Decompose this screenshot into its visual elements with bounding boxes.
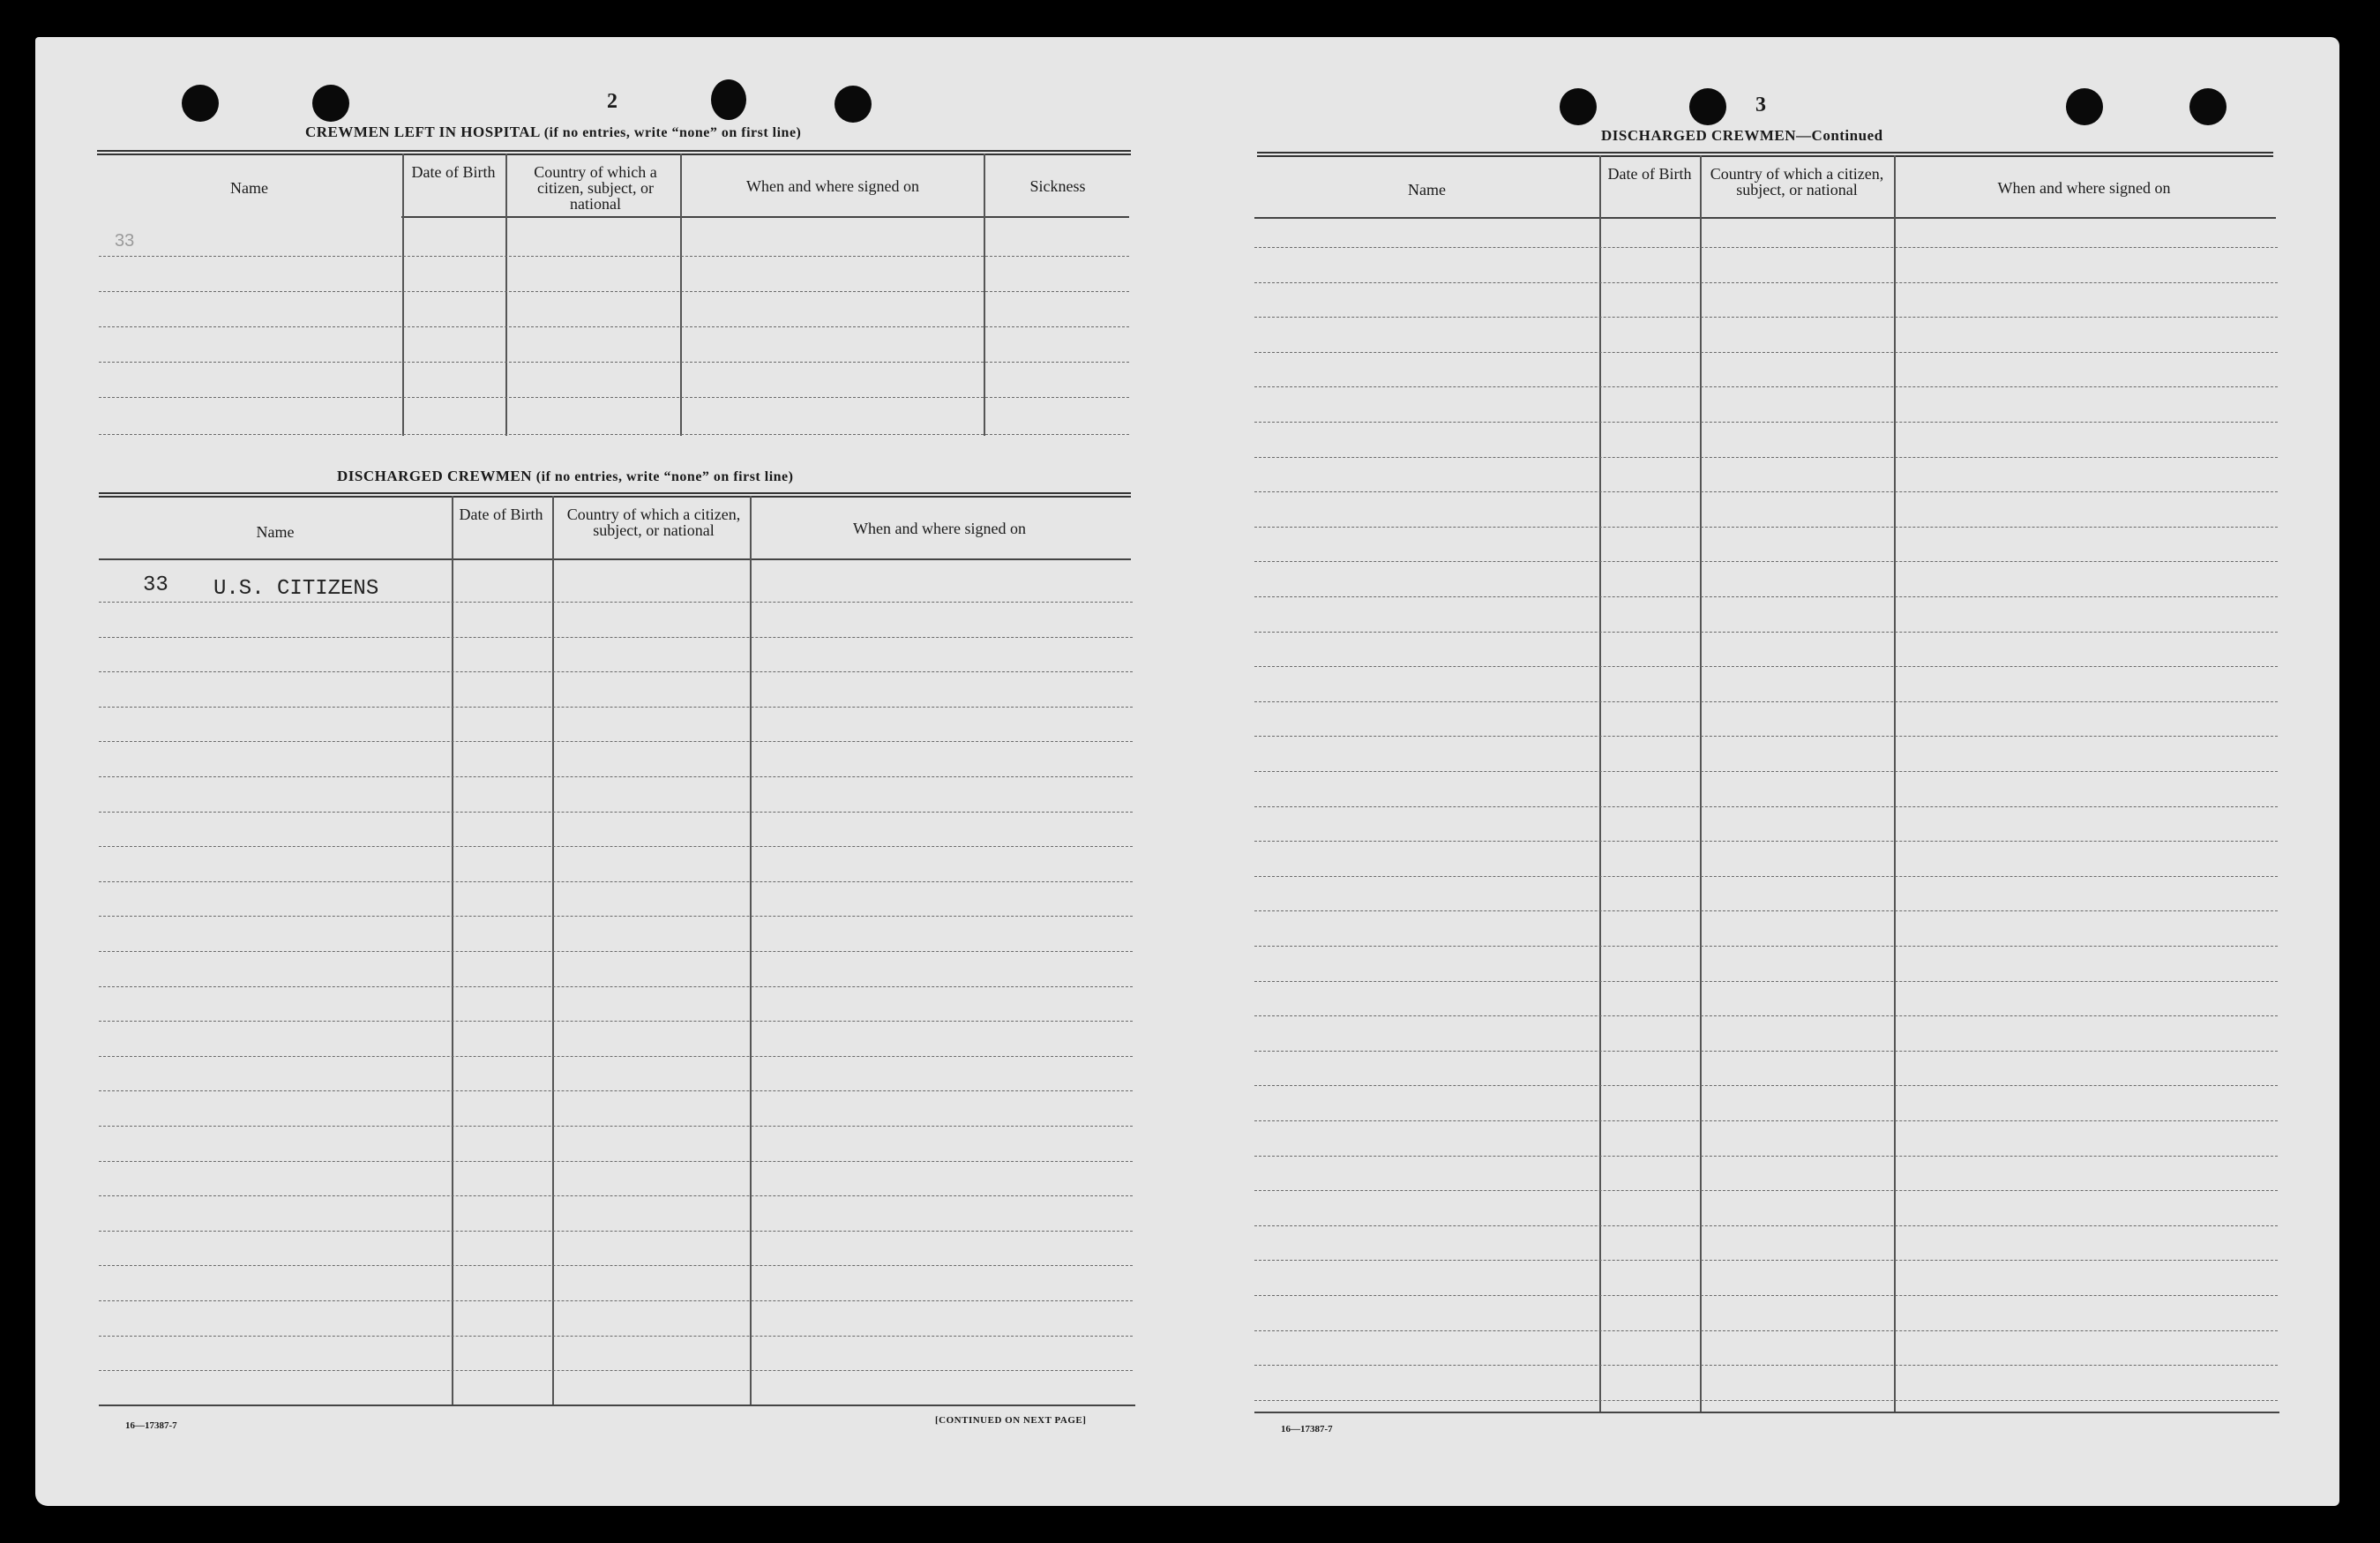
- entry-line: [1254, 491, 2278, 492]
- hospital-section-title: [305, 124, 801, 141]
- entry-line: [1254, 1225, 2278, 1226]
- entry-line: [1254, 1190, 2278, 1191]
- discharged-entry-text: U.S. CITIZENS: [213, 577, 379, 601]
- entry-line: [99, 602, 1133, 603]
- right-entry-lines: [1254, 219, 2278, 1413]
- entry-line: [99, 916, 1133, 917]
- entry-line: [1254, 527, 2278, 528]
- punch-hole: [711, 79, 746, 120]
- entry-line: [1254, 806, 2278, 807]
- discharged-section-title: [337, 468, 793, 485]
- discharged-col-name: Name: [256, 523, 295, 541]
- hospital-col-signed: When and where signed on: [746, 177, 919, 195]
- hospital-title-note: (if no entries, write “none” on first line): [543, 125, 802, 140]
- punch-hole: [312, 85, 349, 122]
- discharged-title-note: (if no entries, write “none” on first line): [535, 469, 794, 484]
- entry-line: [1254, 736, 2278, 737]
- discharged-title-text: DISCHARGED CREWMEN: [337, 468, 533, 484]
- entry-line: [99, 671, 1133, 672]
- hospital-header-rule: [401, 216, 1129, 218]
- entry-line: [99, 986, 1133, 987]
- entry-line: [99, 1231, 1133, 1232]
- hospital-pencil-note: 33: [115, 231, 135, 251]
- right-bottom-rule: [1254, 1412, 2279, 1413]
- entry-line: [1254, 386, 2278, 387]
- entry-line: [99, 776, 1133, 777]
- continued-note: [CONTINUED ON NEXT PAGE]: [935, 1415, 1087, 1426]
- entry-line: [1254, 1295, 2278, 1296]
- entry-line: [1254, 981, 2278, 982]
- entry-line: [99, 1195, 1133, 1196]
- entry-line: [99, 256, 1129, 257]
- entry-line: [1254, 247, 2278, 248]
- entry-line: [99, 1370, 1133, 1371]
- entry-line: [1254, 1330, 2278, 1331]
- entry-line: [99, 1021, 1133, 1022]
- entry-line: [1254, 701, 2278, 702]
- discharged-entry-count: 33: [143, 573, 168, 597]
- entry-line: [99, 1090, 1133, 1091]
- form-number-left: 16—17387-7: [125, 1420, 177, 1431]
- entry-line: [99, 434, 1129, 435]
- entry-line: [99, 637, 1133, 638]
- discharged-col-dob: Date of Birth: [459, 506, 543, 523]
- entry-line: [99, 1126, 1133, 1127]
- discharged-bottom-rule: [99, 1404, 1135, 1406]
- hospital-col-name: Name: [230, 179, 268, 197]
- page-number-right: 3: [1755, 94, 1766, 116]
- entry-line: [1254, 946, 2278, 947]
- discharged-entry-lines: [99, 559, 1133, 1406]
- hospital-entry-lines: [99, 221, 1129, 441]
- entry-line: [99, 707, 1133, 708]
- entry-line: [1254, 1156, 2278, 1157]
- discharged-top-rule: [99, 492, 1131, 498]
- right-section-title: DISCHARGED CREWMEN—Continued: [1601, 127, 1883, 144]
- entry-line: [99, 291, 1129, 292]
- entry-line: [1254, 1120, 2278, 1121]
- entry-line: [1254, 422, 2278, 423]
- entry-line: [99, 1056, 1133, 1057]
- hospital-col-country: Country of which a citizen, subject, or national: [534, 163, 657, 213]
- entry-line: [99, 397, 1129, 398]
- entry-line: [99, 1265, 1133, 1266]
- right-col-dob: Date of Birth: [1607, 165, 1692, 183]
- entry-line: [1254, 632, 2278, 633]
- entry-line: [99, 1336, 1133, 1337]
- punch-hole: [2066, 88, 2103, 125]
- entry-line: [99, 326, 1129, 327]
- hospital-col-dob: Date of Birth: [411, 163, 496, 181]
- entry-line: [1254, 317, 2278, 318]
- entry-line: [99, 362, 1129, 363]
- entry-line: [1254, 1400, 2278, 1401]
- hospital-top-rule: [97, 150, 1131, 155]
- entry-line: [1254, 1085, 2278, 1086]
- page-number-left: 2: [607, 90, 617, 113]
- form-number-right: 16—17387-7: [1281, 1424, 1333, 1434]
- discharged-col-country: Country of which a citizen, subject, or national: [566, 506, 741, 539]
- hospital-col-sickness: Sickness: [1029, 177, 1086, 195]
- right-top-rule: [1257, 152, 2273, 157]
- entry-line: [1254, 561, 2278, 562]
- entry-line: [99, 812, 1133, 813]
- right-col-name: Name: [1408, 181, 1446, 198]
- entry-line: [1254, 457, 2278, 458]
- entry-line: [1254, 596, 2278, 597]
- entry-line: [1254, 1015, 2278, 1016]
- entry-line: [99, 951, 1133, 952]
- entry-line: [1254, 282, 2278, 283]
- entry-line: [1254, 1365, 2278, 1366]
- entry-line: [99, 741, 1133, 742]
- entry-line: [99, 846, 1133, 847]
- hospital-title-text: CREWMEN LEFT IN HOSPITAL: [305, 124, 540, 140]
- punch-hole: [2189, 88, 2227, 125]
- entry-line: [1254, 910, 2278, 911]
- entry-line: [1254, 1051, 2278, 1052]
- entry-line: [1254, 771, 2278, 772]
- punch-hole: [834, 86, 872, 123]
- entry-line: [1254, 876, 2278, 877]
- right-col-country: Country of which a citizen, subject, or national: [1710, 165, 1884, 198]
- discharged-col-signed: When and where signed on: [853, 520, 1026, 537]
- entry-line: [1254, 841, 2278, 842]
- right-col-signed: When and where signed on: [1997, 179, 2171, 197]
- punch-hole: [182, 85, 219, 122]
- punch-hole: [1689, 88, 1726, 125]
- entry-line: [1254, 352, 2278, 353]
- punch-hole: [1560, 88, 1597, 125]
- entry-line: [1254, 666, 2278, 667]
- entry-line: [99, 881, 1133, 882]
- entry-line: [99, 1161, 1133, 1162]
- entry-line: [99, 1300, 1133, 1301]
- entry-line: [1254, 1260, 2278, 1261]
